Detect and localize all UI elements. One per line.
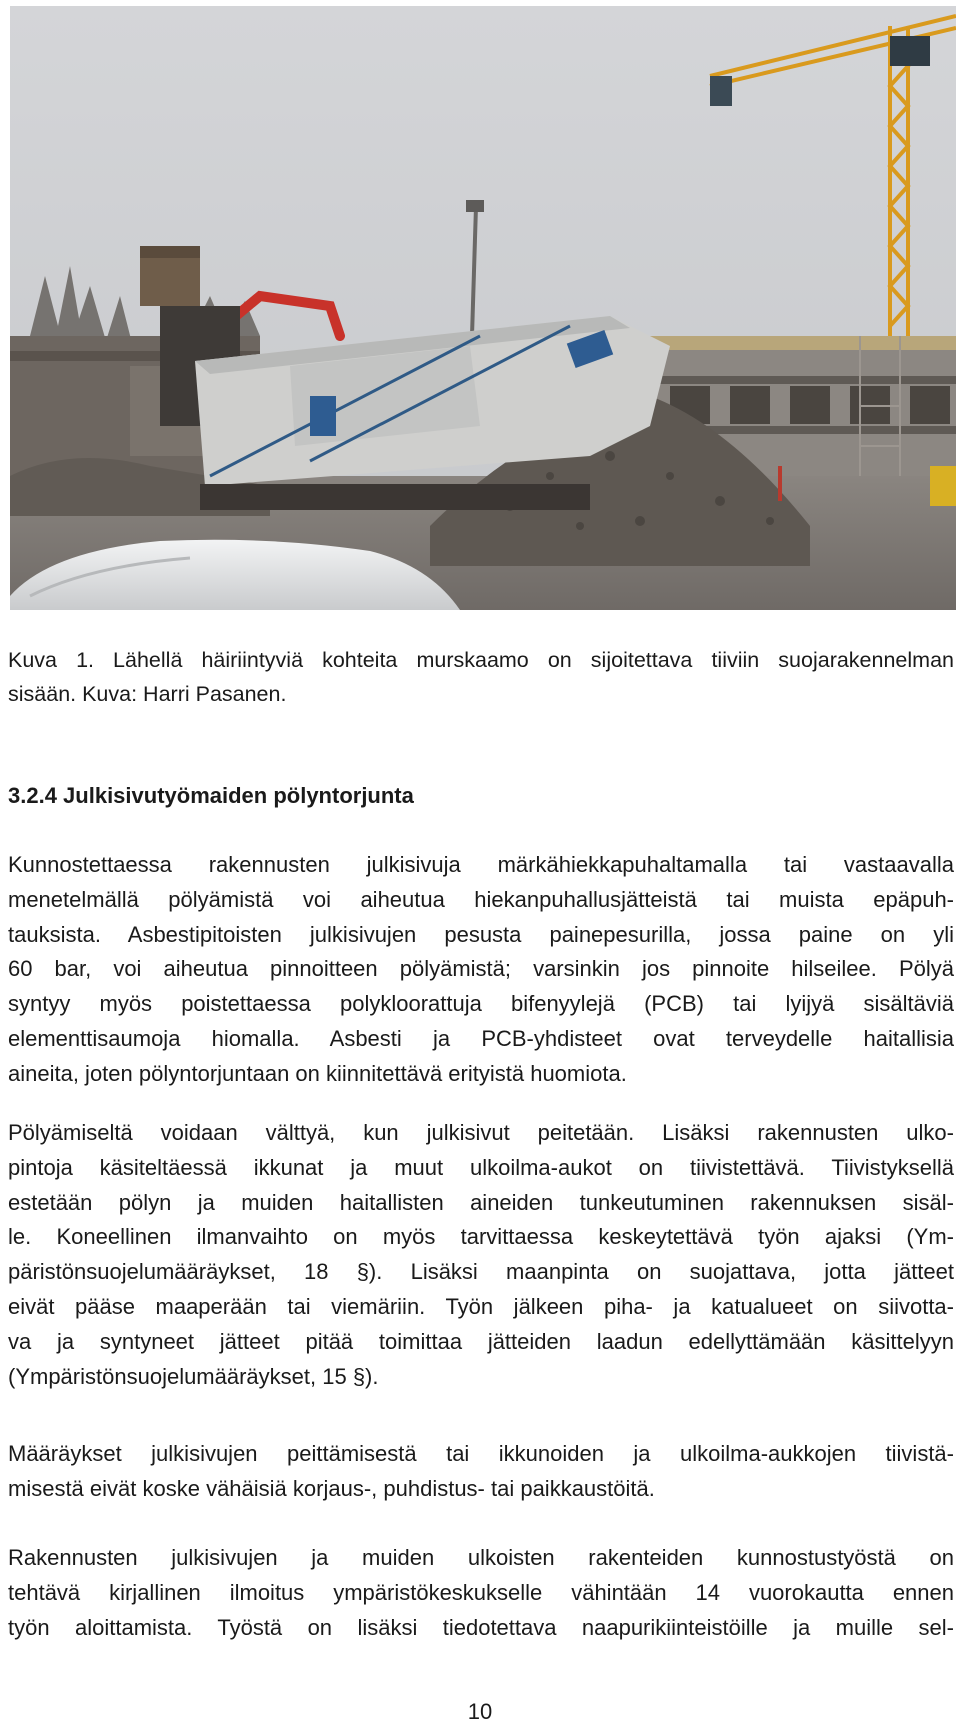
section-heading: 3.2.4 Julkisivutyömaiden pölyntorjunta bbox=[8, 783, 414, 808]
text-line: Määräykset julkisivujen peittämisestä tai ikkunoiden ja ulkoilma-aukkojen tiivistä- bbox=[8, 1441, 954, 1466]
text-line: Pölyämiseltä voidaan välttyä, kun julkisivut peitetään. Lisäksi rakennusten ulko- bbox=[8, 1120, 954, 1145]
text-line: (Ympäristönsuojelumääräykset, 15 §). bbox=[8, 1363, 379, 1389]
text-line: le. Koneellinen ilmanvaihto on myös tarvittaessa keskeytettävä työn ajaksi (Ym- bbox=[8, 1224, 954, 1250]
text-line: va ja syntyneet jätteet pitää toimittaa jätteiden laadun edellyttämään käsittelyyn bbox=[8, 1328, 954, 1354]
paragraph-2 bbox=[8, 1116, 954, 1394]
text-line: Rakennusten julkisivujen ja muiden ulkoisten rakenteiden kunnostustyöstä on bbox=[8, 1545, 954, 1570]
text-line: elementtisaumoja hiomalla. Asbesti ja PCB-yhdisteet ovat terveydelle haitallisia bbox=[8, 1025, 954, 1051]
paragraph-4 bbox=[8, 1541, 954, 1645]
construction-site-photo bbox=[10, 6, 956, 610]
text-line: päristönsuojelumääräykset, 18 §). Lisäksi maanpinta on suojattava, jotta jätteet bbox=[8, 1259, 954, 1285]
text-line: aineita, joten pölyntorjuntaan on kiinnitettävä erityistä huomiota. bbox=[8, 1060, 627, 1086]
text-line: syntyy myös poistettaessa polykloorattuja bifenyylejä (PCB) tai lyijyä sisältäviä bbox=[8, 991, 954, 1017]
caption-line: Kuva 1. Lähellä häiriintyviä kohteita murskaamo on sijoitettava tiiviin suojarakennelman bbox=[8, 648, 954, 672]
page-number: 10 bbox=[467, 1699, 493, 1724]
text-line: menetelmällä pölyämistä voi aiheutua hiekanpuhallusjätteistä tai muista epäpuh- bbox=[8, 886, 954, 912]
caption-line: sisään. Kuva: Harri Pasanen. bbox=[8, 682, 287, 706]
text-line: 60 bar, voi aiheutua pinnoitteen pölyämistä; varsinkin jos pinnoite hilseilee. Pölyä bbox=[8, 956, 954, 982]
paragraph-1 bbox=[8, 848, 954, 1092]
text-line: misestä eivät koske vähäisiä korjaus-, puhdistus- tai paikkaustöitä. bbox=[8, 1475, 655, 1501]
text-line: eivät pääse maaperään tai viemäriin. Työn jälkeen piha- ja katualueet on siivotta- bbox=[8, 1293, 954, 1319]
figure-caption bbox=[8, 643, 954, 711]
text-line: tehtävä kirjallinen ilmoitus ympäristökeskukselle vähintään 14 vuorokautta ennen bbox=[8, 1579, 954, 1605]
text-line: tauksista. Asbestipitoisten julkisivujen pesusta painepesurilla, jossa paine on yli bbox=[8, 921, 954, 947]
text-line: pintoja käsiteltäessä ikkunat ja muut ulkoilma-aukot on tiivistettävä. Tiivistyksellä bbox=[8, 1154, 954, 1180]
text-line: Kunnostettaessa rakennusten julkisivuja märkähiekkapuhaltamalla tai vastaavalla bbox=[8, 852, 954, 877]
paragraph-3 bbox=[8, 1437, 954, 1507]
text-line: estetään pölyn ja muiden haitallisten aineiden tunkeutuminen rakennuksen sisäl- bbox=[8, 1189, 954, 1215]
text-line: työn aloittamista. Työstä on lisäksi tiedotettava naapurikiinteistöille ja muille sel- bbox=[8, 1614, 954, 1640]
